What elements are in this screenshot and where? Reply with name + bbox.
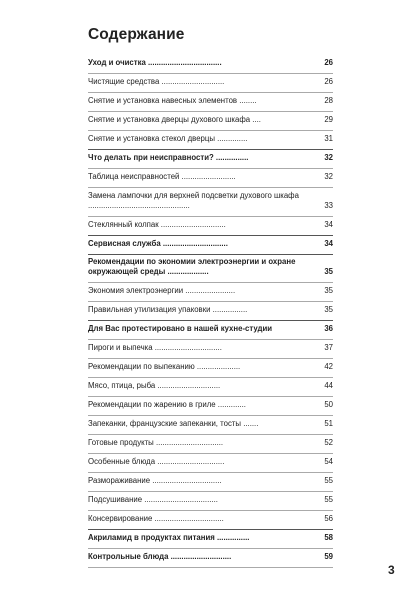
toc-entry-title: Правильная утилизация упаковки ................ [88,305,248,314]
toc-entry [88,455,333,473]
toc-entry [88,436,333,454]
toc-entry [88,218,333,236]
toc-entry [88,398,333,416]
toc-entry-page: 42 [324,362,333,371]
toc-entry-title: Рекомендации по выпеканию .................... [88,362,241,371]
toc-entry-title: Таблица неисправностей ......................... [88,172,236,181]
toc-entry-page: 32 [324,172,333,181]
toc-entry [88,379,333,397]
toc-entry [88,151,333,169]
toc-entry-page: 37 [324,343,333,352]
toc-entry [88,56,333,74]
toc-entry-page: 33 [324,201,333,210]
toc-entry-title: Снятие и установка дверцы духового шкафа .... [88,115,261,124]
toc-entry-page: 26 [324,77,333,86]
toc-entry [88,303,333,321]
page-title: Содержание [88,26,185,43]
toc-entry-page: 59 [324,552,333,561]
toc-entry-page: 51 [324,419,333,428]
toc-entry-title: Консервирование ................................ [88,514,224,523]
toc-entry [88,189,333,217]
toc-entry-page: 29 [324,115,333,124]
toc-entry-title: Акриламид в продуктах питания ............... [88,533,250,542]
toc-entry-title: Что делать при неисправности? ............... [88,153,249,162]
toc-entry [88,341,333,359]
toc-entry-page: 31 [324,134,333,143]
toc-entry [88,512,333,530]
toc-entry-page: 50 [324,400,333,409]
toc-entry [88,94,333,112]
toc-entry-page: 52 [324,438,333,447]
toc-entry [88,132,333,150]
toc-entry-title: Подсушивание .................................. [88,495,218,504]
toc-entry-title: Особенные блюда ............................... [88,457,225,466]
toc-entry-page: 34 [324,239,333,248]
toc-entry-page: 35 [324,305,333,314]
toc-entry-title: Чистящие средства ............................. [88,77,225,86]
toc-entry [88,113,333,131]
toc-entry-title: Рекомендации по жарению в гриле ............. [88,400,246,409]
toc-entry [88,417,333,435]
toc-entry-page: 35 [324,286,333,295]
toc-entry-page: 55 [324,495,333,504]
toc-entry-page: 35 [324,267,333,276]
toc-entry-title: Рекомендации по экономии электроэнергии и охране окружающей среды ................... [88,257,296,276]
toc-entry [88,550,333,568]
toc-entry-page: 44 [324,381,333,390]
toc-entry [88,531,333,549]
toc-entry [88,322,333,340]
toc-entry-title: Пироги и выпечка ............................... [88,343,222,352]
toc-entry [88,255,333,283]
toc-entry-page: 36 [324,324,333,333]
toc-entry-title: Мясо, птица, рыба ............................. [88,381,221,390]
toc-entry-title: Размораживание ................................ [88,476,222,485]
toc-entry-page: 55 [324,476,333,485]
toc-entry [88,493,333,511]
toc-entry [88,284,333,302]
toc-entry [88,170,333,188]
toc-entry-page: 26 [324,58,333,67]
toc-entry-page: 28 [324,96,333,105]
toc-entry-title: Снятие и установка стекол дверцы .............. [88,134,248,143]
toc-entry-title: Стеклянный колпак .............................. [88,220,226,229]
toc-entry-title: Запеканки, французские запеканки, тосты ....... [88,419,259,428]
toc-entry-title: Замена лампочки для верхней подсветки духового шкафа ............................................... [88,191,299,210]
toc-entry-page: 32 [324,153,333,162]
toc-entry [88,360,333,378]
toc-entry [88,474,333,492]
toc-entry-title: Уход и очистка .................................. [88,58,222,67]
toc-entry-title: Готовые продукты ............................... [88,438,224,447]
page-number: 3 [388,563,395,577]
toc-entry [88,75,333,93]
toc-entry-title: Для Вас протестировано в нашей кухне-студии [88,324,273,333]
toc-entry-title: Контрольные блюда ............................ [88,552,232,561]
toc-entry-page: 58 [324,533,333,542]
toc-entry-title: Сервисная служба .............................. [88,239,228,248]
toc-entry-page: 56 [324,514,333,523]
toc-entry-page: 54 [324,457,333,466]
toc-entry-title: Снятие и установка навесных элементов ........ [88,96,257,105]
toc-entry-title: Экономия электроэнергии ....................... [88,286,236,295]
toc-entry-page: 34 [324,220,333,229]
toc-entry [88,237,333,255]
